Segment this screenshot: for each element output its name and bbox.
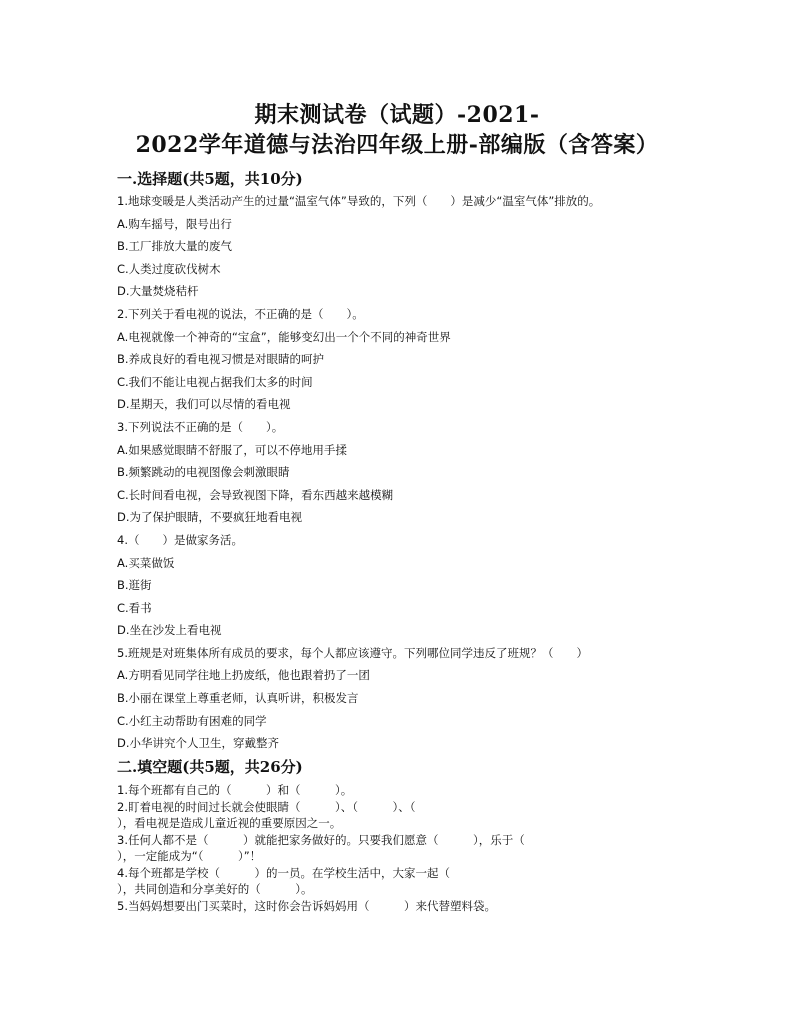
question-line: 3.下列说法不正确的是（ ）。 bbox=[117, 419, 284, 434]
option-line: A.买菜做饭 bbox=[117, 555, 175, 570]
option-line: B.小丽在课堂上尊重老师，认真听讲，积极发言 bbox=[117, 691, 359, 706]
fill-questions bbox=[117, 782, 677, 914]
option-line: D.为了保护眼睛，不要疯狂地看电视 bbox=[117, 510, 303, 525]
option-line: B.频繁跳动的电视图像会刺激眼睛 bbox=[117, 465, 290, 480]
option-line: C.长时间看电视，会导致视图下降，看东西越来越模糊 bbox=[117, 487, 394, 502]
fill-line: 4.每个班都是学校（ ）的一员。在学校生活中，大家一起（ bbox=[117, 865, 450, 880]
fill-line: 1.每个班都有自己的（ ）和（ ）。 bbox=[117, 783, 353, 797]
option-line: C.看书 bbox=[117, 600, 152, 615]
option-line: B.逛街 bbox=[117, 578, 152, 593]
option-line: A.购车摇号，限号出行 bbox=[117, 216, 232, 231]
question-line: 4.（ ）是做家务活。 bbox=[117, 532, 243, 547]
option-line: D.大量焚烧秸杆 bbox=[117, 284, 199, 299]
option-line: B.养成良好的看电视习惯是对眼睛的呵护 bbox=[117, 352, 325, 367]
fill-line: ），一定能成为“（ ）”！ bbox=[117, 849, 262, 863]
question-line: 5.班规是对班集体所有成员的要求，每个人都应该遵守。下列哪位同学违反了班规？（ ） bbox=[117, 645, 588, 660]
option-line: D.坐在沙发上看电视 bbox=[117, 623, 222, 638]
option-line: C.人类过度砍伐树木 bbox=[117, 261, 221, 276]
fill-line: 2.盯着电视的时间过长就会使眼睛（ ）、（ ）、（ bbox=[117, 799, 416, 814]
option-line: C.小红主动帮助有困难的同学 bbox=[117, 713, 267, 728]
section-heading-choice: 一.选择题(共5题，共10分) bbox=[117, 170, 303, 188]
option-line: A.电视就像一个神奇的“宝盒”，能够变幻出一个个不同的神奇世界 bbox=[117, 329, 451, 344]
fill-line: 3.任何人都不是（ ）就能把家务做好的。只要我们愿意（ ），乐于（ bbox=[117, 832, 525, 847]
option-line: D.星期天，我们可以尽情的看电视 bbox=[117, 397, 291, 412]
option-line: D.小华讲究个人卫生，穿戴整齐 bbox=[117, 736, 280, 751]
question-line: 1.地球变暖是人类活动产生的过量“温室气体”导致的，下列（ ）是减少“温室气体”排放的。 bbox=[117, 194, 601, 208]
option-line: A.方明看见同学往地上扔废纸，他也跟着扔了一团 bbox=[117, 668, 370, 683]
document-title-line-2: 2022学年道德与法治四年级上册-部编版（含答案） bbox=[135, 132, 659, 158]
option-line: C.我们不能让电视占据我们太多的时间 bbox=[117, 374, 313, 389]
fill-line: 5.当妈妈想要出门买菜时，这时你会告诉妈妈用（ ）来代替塑料袋。 bbox=[117, 898, 496, 913]
option-line: B.工厂排放大量的废气 bbox=[117, 239, 233, 254]
option-line: A.如果感觉眼睛不舒服了，可以不停地用手揉 bbox=[117, 442, 347, 457]
question-line: 2.下列关于看电视的说法，不正确的是（ ）。 bbox=[117, 306, 364, 321]
fill-line: ），看电视是造成儿童近视的重要原因之一。 bbox=[117, 816, 342, 830]
section-heading-fill: 二.填空题(共5题，共26分) bbox=[117, 758, 303, 776]
document-title-line-1: 期末测试卷（试题）-2021- bbox=[254, 102, 540, 128]
choice-questions bbox=[117, 190, 677, 755]
fill-line: ），共同创造和分享美好的（ ）。 bbox=[117, 882, 313, 896]
